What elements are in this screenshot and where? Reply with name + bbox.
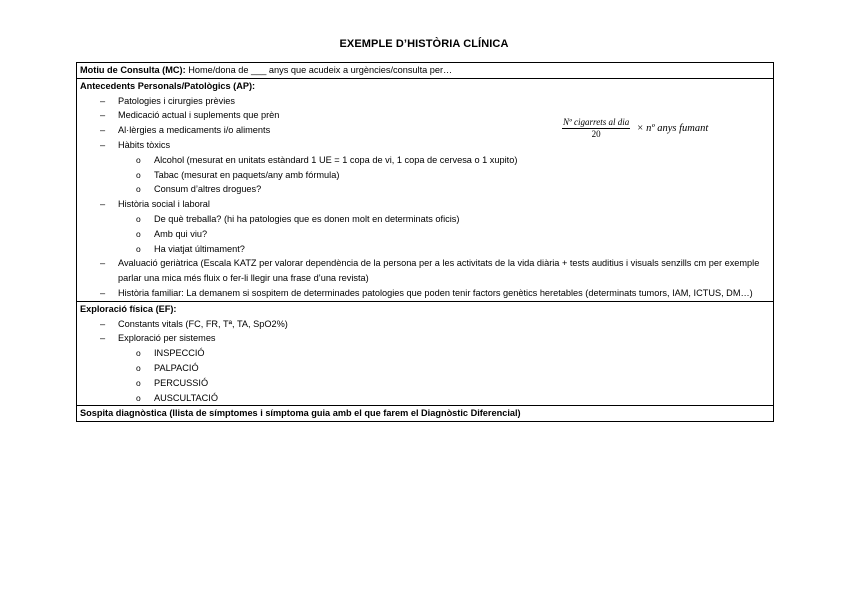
- system-text: AUSCULTACIÓ: [154, 392, 218, 403]
- social-text: Amb qui viu?: [154, 228, 208, 239]
- social-text: Ha viatjat últimament?: [154, 243, 245, 254]
- ap-row: [77, 78, 774, 301]
- social-text: De què treballa? (hi ha patologies que es donen molt en determinats oficis): [154, 213, 460, 224]
- ap-item-text: Hàbits tòxics: [118, 139, 171, 150]
- page-title: EXEMPLE D’HISTÒRIA CLÍNICA: [339, 38, 509, 50]
- ap-item-text: Medicació actual i suplements que prèn: [118, 110, 280, 121]
- ap-item-text: Avaluació geriàtrica (Escala KATZ per valorar dependència de la persona per a les activitats de la vida diària + tests auditius i visuals senzills cm per exemple parlar una mica més fluix o fer-li llegir una frase d’una revista): [118, 258, 760, 284]
- sd-cell: [77, 406, 774, 422]
- sd-label: Sospita diagnòstica (llista de símptomes i símptoma guia amb el que farem el Diagnòstic Diferencial): [80, 408, 521, 419]
- ap-item-text: Al·lèrgies a medicaments i/o aliments: [118, 125, 271, 136]
- list-item: [80, 286, 770, 301]
- list-item: [80, 168, 770, 183]
- habits-list: [118, 153, 770, 197]
- ap-item-text: Història social i laboral: [118, 199, 210, 210]
- list-item: [80, 346, 770, 361]
- ef-row: [77, 301, 774, 406]
- system-text: PERCUSSIÓ: [154, 377, 209, 388]
- mc-row: [77, 63, 774, 79]
- ap-item-text: Patologies i cirurgies prèvies: [118, 95, 235, 106]
- system-text: PALPACIÓ: [154, 362, 199, 373]
- ef-item-text: Exploració per sistemes: [118, 333, 216, 344]
- formula-denominator: 20: [591, 129, 601, 139]
- ap-item-text: Història familiar: La demanem si sospitem de determinades patologies que poden tenir factors genètics heretables (determinats tumors, IAM, ICTUS, DM…): [118, 287, 753, 298]
- list-item: [80, 197, 770, 256]
- list-item: [80, 153, 770, 168]
- list-item: [80, 212, 770, 227]
- list-item: [80, 376, 770, 391]
- list-item: [80, 361, 770, 376]
- systems-list: [118, 346, 770, 405]
- list-item: [80, 256, 770, 286]
- habit-text: Tabac (mesurat en paquets/any amb fórmula): [154, 169, 340, 180]
- list-item: [80, 331, 770, 405]
- ef-list: [80, 317, 770, 406]
- sd-row: [77, 406, 774, 422]
- list-item: [80, 242, 770, 257]
- formula-numerator: Nº cigarrets al dia: [563, 117, 630, 127]
- list-item: [80, 227, 770, 242]
- list-item: [80, 391, 770, 406]
- ef-item-text: Constants vitals (FC, FR, Tª, TA, SpO2%): [118, 318, 288, 329]
- mc-cell: [77, 63, 774, 79]
- ef-cell: [77, 301, 774, 406]
- system-text: INSPECCIÓ: [154, 348, 205, 359]
- ef-label: Exploració física (EF):: [80, 303, 177, 314]
- list-item: [80, 94, 770, 109]
- list-item: [80, 317, 770, 332]
- tobacco-formula: [562, 117, 708, 140]
- list-item: [80, 182, 770, 197]
- list-item: [80, 138, 770, 197]
- habit-text: Consum d’altres drogues?: [154, 184, 262, 195]
- formula-rest: nº anys fumant: [646, 123, 709, 134]
- social-list: [118, 212, 770, 256]
- formula-times: ×: [637, 123, 644, 134]
- ap-label: Antecedents Personals/Patològics (AP):: [80, 80, 256, 91]
- formula-fraction: [562, 117, 630, 140]
- mc-text: Home/dona de ___ anys que acudeix a urgències/consulta per…: [185, 65, 453, 75]
- habit-text: Alcohol (mesurat en unitats estàndard 1 UE = 1 copa de vi, 1 copa de cervesa o 1 xupito): [154, 154, 518, 165]
- mc-label: Motiu de Consulta (MC):: [80, 65, 186, 75]
- ap-cell: [77, 78, 774, 301]
